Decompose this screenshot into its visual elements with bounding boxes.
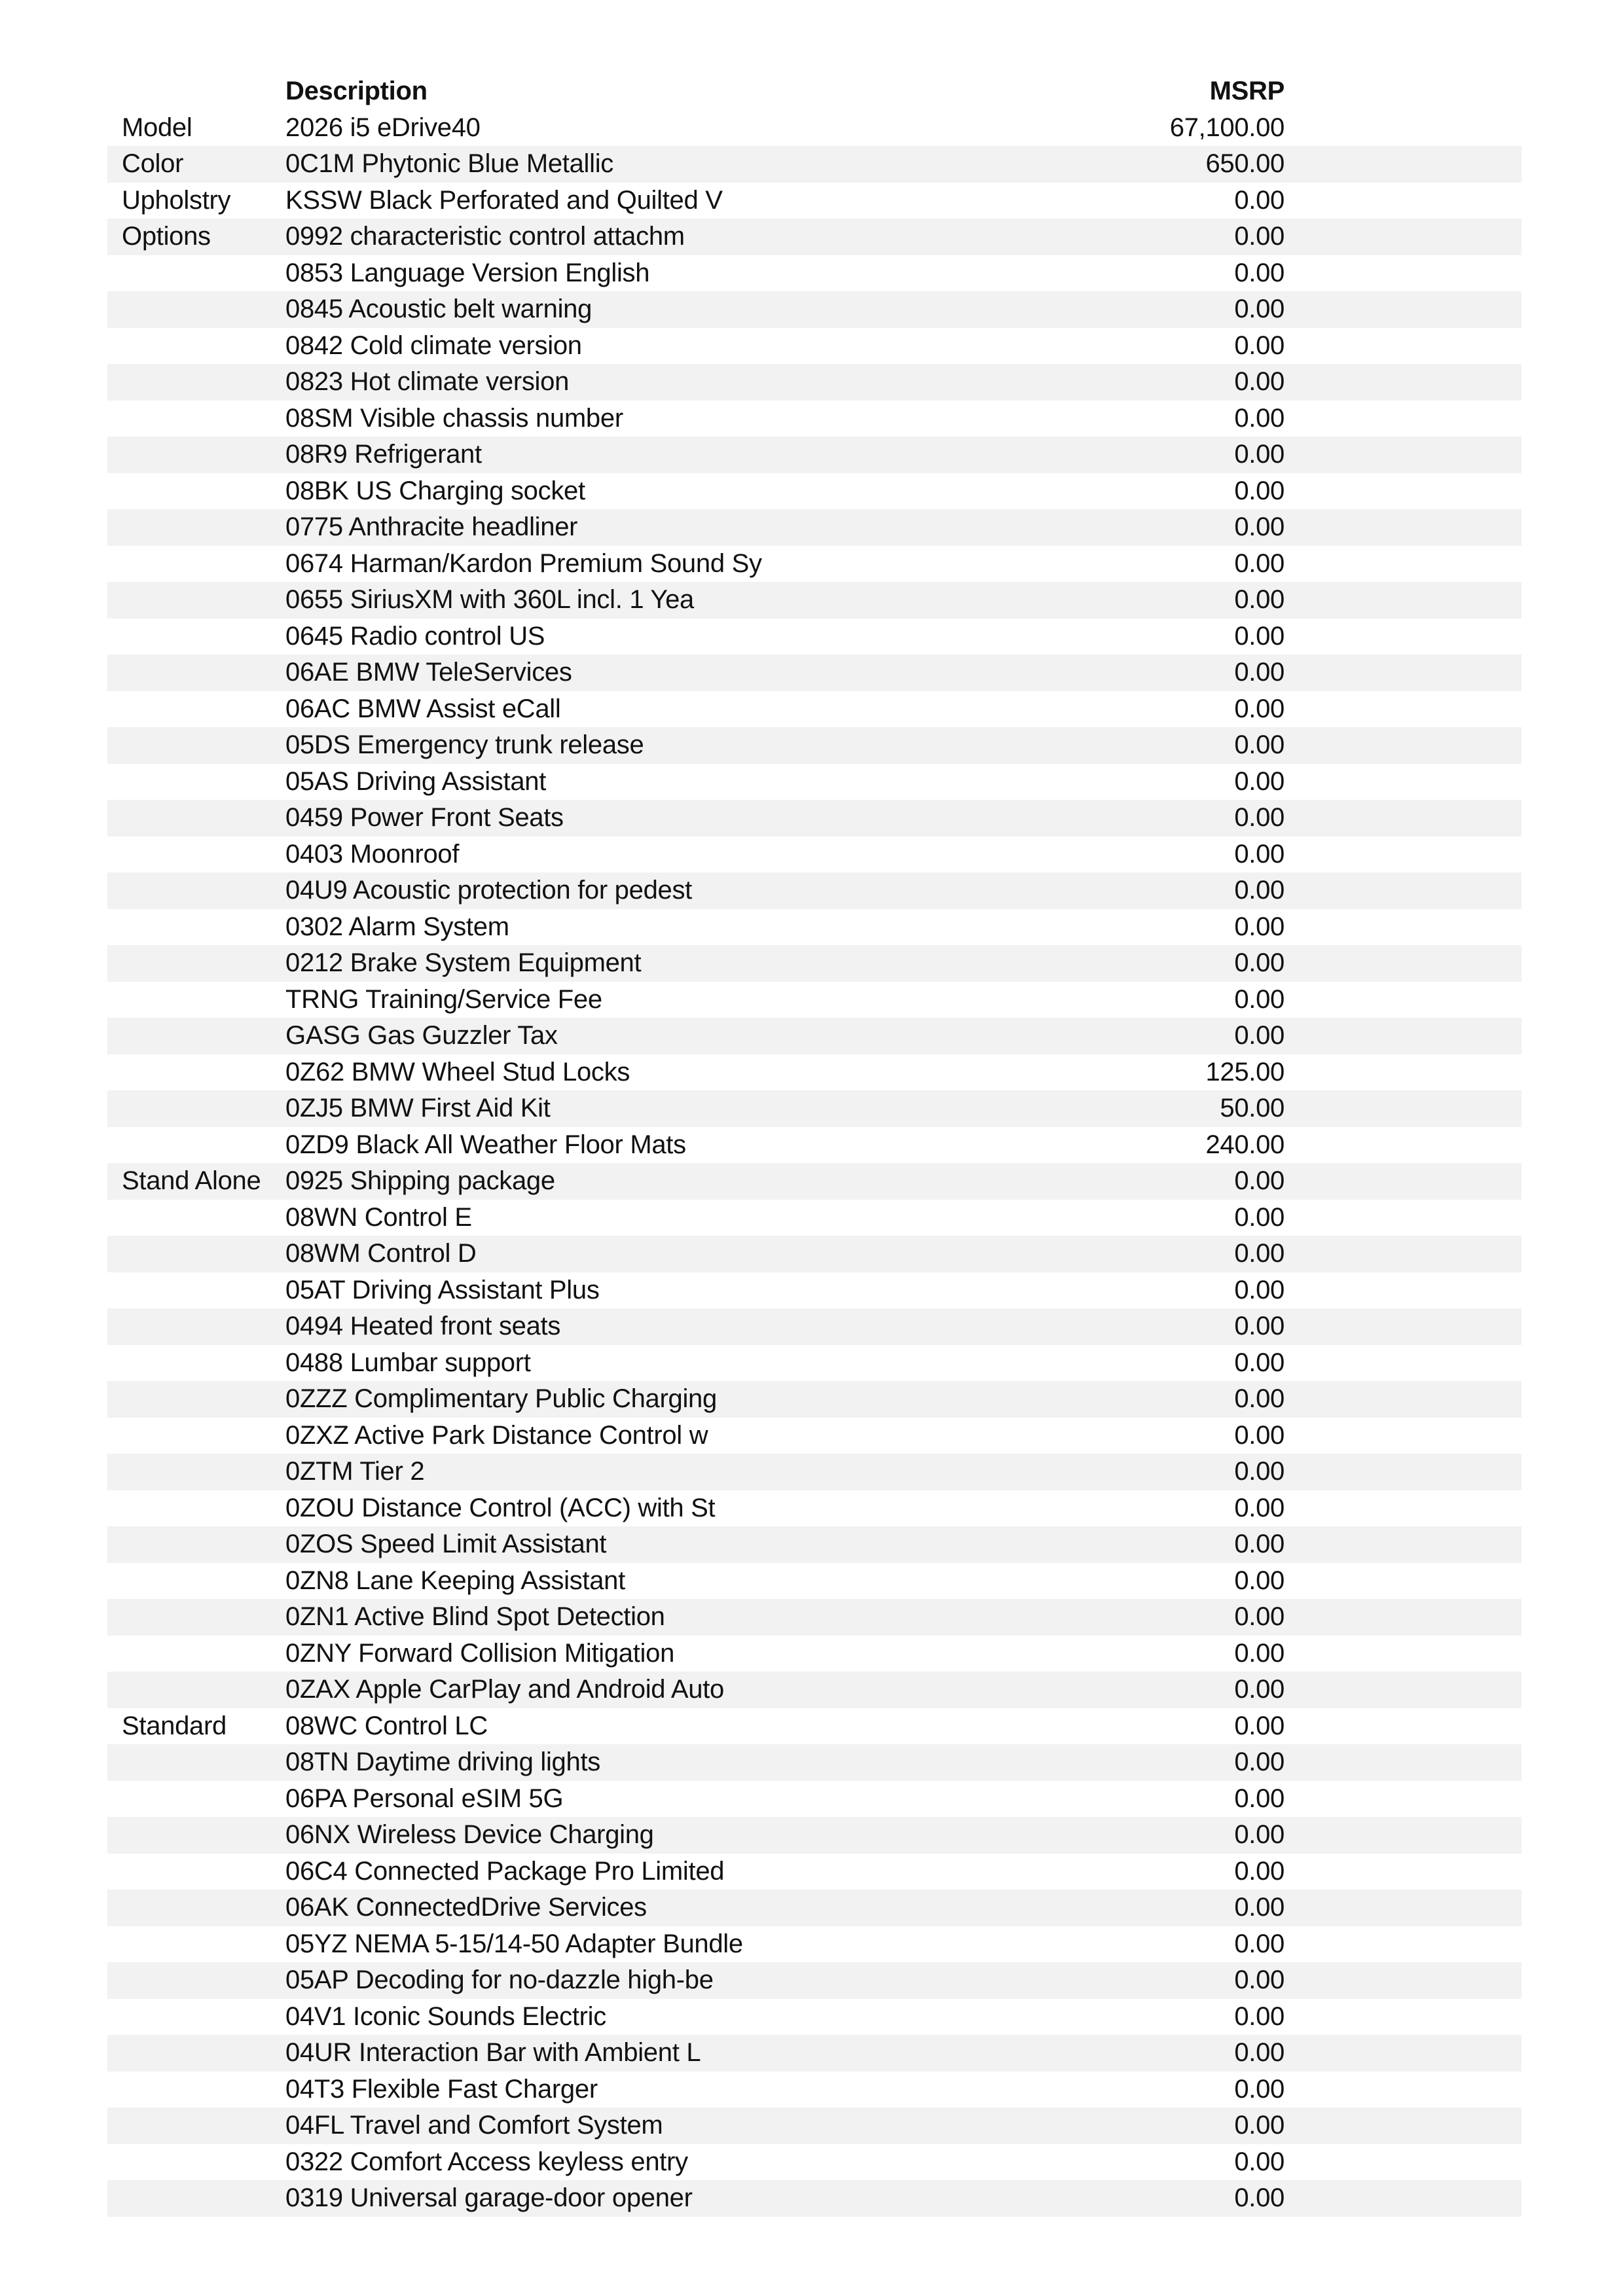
- msrp-cell: 0.00: [1234, 1856, 1285, 1886]
- table-row: [107, 2108, 1522, 2144]
- description-cell: 04T3 Flexible Fast Charger: [285, 2074, 598, 2104]
- msrp-cell: 0.00: [1234, 548, 1285, 578]
- description-cell: 0C1M Phytonic Blue Metallic: [285, 149, 614, 178]
- msrp-cell: 0.00: [1234, 367, 1285, 396]
- table-row: [107, 691, 1522, 728]
- msrp-cell: 0.00: [1234, 876, 1285, 905]
- table-row: [107, 655, 1522, 691]
- category-cell: Stand Alone: [122, 1166, 261, 1195]
- description-cell: 2026 i5 eDrive40: [285, 113, 481, 142]
- description-column-header: Description: [285, 77, 428, 105]
- description-cell: 06AK ConnectedDrive Services: [285, 1893, 647, 1922]
- description-cell: 08R9 Refrigerant: [285, 440, 482, 469]
- table-row: [107, 1418, 1522, 1454]
- table-row: [107, 1454, 1522, 1490]
- msrp-cell: 0.00: [1234, 1239, 1285, 1268]
- table-row: [107, 437, 1522, 473]
- category-cell: Upholstry: [122, 185, 231, 215]
- description-cell: 08WC Control LC: [285, 1711, 488, 1740]
- category-cell: Color: [122, 149, 184, 178]
- msrp-cell: 0.00: [1234, 1384, 1285, 1413]
- description-cell: 08TN Daytime driving lights: [285, 1748, 600, 1776]
- table-header-row: [107, 73, 1522, 110]
- description-cell: 05DS Emergency trunk release: [285, 730, 644, 759]
- msrp-cell: 0.00: [1234, 948, 1285, 977]
- table-row: [107, 1708, 1522, 1745]
- table-row: [107, 2180, 1522, 2217]
- msrp-cell: 0.00: [1234, 331, 1285, 360]
- category-cell: Standard: [122, 1711, 227, 1740]
- table-row: [107, 1817, 1522, 1854]
- description-cell: 0842 Cold climate version: [285, 331, 582, 360]
- description-cell: 04U9 Acoustic protection for pedest: [285, 876, 692, 905]
- table-row: [107, 1599, 1522, 1636]
- table-row: [107, 764, 1522, 800]
- description-cell: 08WN Control E: [285, 1202, 472, 1232]
- msrp-cell: 0.00: [1234, 2147, 1285, 2176]
- table-body: [107, 110, 1522, 2217]
- table-row: [107, 836, 1522, 873]
- table-row: [107, 219, 1522, 255]
- table-row: [107, 945, 1522, 982]
- description-cell: 0ZZZ Complimentary Public Charging: [285, 1384, 717, 1413]
- price-sheet-table: [107, 73, 1522, 2217]
- table-row: [107, 582, 1522, 619]
- description-cell: 0655 SiriusXM with 360L incl. 1 Yea: [285, 585, 694, 614]
- msrp-cell: 0.00: [1234, 295, 1285, 323]
- description-cell: 04UR Interaction Bar with Ambient L: [285, 2038, 701, 2067]
- description-cell: 0459 Power Front Seats: [285, 803, 564, 832]
- msrp-cell: 0.00: [1234, 1493, 1285, 1522]
- msrp-cell: 0.00: [1234, 803, 1285, 832]
- description-cell: 0403 Moonroof: [285, 839, 460, 869]
- description-cell: TRNG Training/Service Fee: [285, 984, 602, 1014]
- msrp-cell: 0.00: [1234, 2183, 1285, 2212]
- description-cell: 0992 characteristic control attachm: [285, 222, 685, 251]
- table-row: [107, 619, 1522, 655]
- description-cell: 0ZD9 Black All Weather Floor Mats: [285, 1130, 686, 1159]
- table-row: [107, 401, 1522, 437]
- msrp-cell: 50.00: [1220, 1094, 1285, 1122]
- description-cell: 0212 Brake System Equipment: [285, 948, 642, 977]
- table-row: [107, 1672, 1522, 1708]
- table-row: [107, 2144, 1522, 2181]
- table-row: [107, 1200, 1522, 1236]
- description-cell: 08SM Visible chassis number: [285, 403, 623, 433]
- table-row: [107, 1636, 1522, 1672]
- msrp-cell: 0.00: [1234, 1675, 1285, 1704]
- msrp-cell: 0.00: [1234, 1638, 1285, 1668]
- table-row: [107, 1962, 1522, 1999]
- description-cell: 04V1 Iconic Sounds Electric: [285, 2001, 606, 2031]
- msrp-cell: 0.00: [1234, 476, 1285, 505]
- msrp-cell: 0.00: [1234, 2001, 1285, 2031]
- msrp-cell: 0.00: [1234, 1893, 1285, 1922]
- msrp-cell: 0.00: [1234, 1929, 1285, 1958]
- description-cell: 0ZXZ Active Park Distance Control w: [285, 1420, 708, 1450]
- table-row: [107, 1127, 1522, 1164]
- table-row: [107, 146, 1522, 183]
- description-cell: GASG Gas Guzzler Tax: [285, 1021, 558, 1050]
- table-row: [107, 1890, 1522, 1926]
- description-cell: 06NX Wireless Device Charging: [285, 1820, 654, 1849]
- table-row: [107, 1018, 1522, 1054]
- description-cell: 0ZNY Forward Collision Mitigation: [285, 1638, 675, 1668]
- description-cell: 0845 Acoustic belt warning: [285, 295, 593, 323]
- description-cell: 0ZTM Tier 2: [285, 1457, 425, 1486]
- description-cell: 0302 Alarm System: [285, 912, 509, 941]
- table-row: [107, 1490, 1522, 1527]
- msrp-cell: 0.00: [1234, 1748, 1285, 1776]
- description-cell: 0Z62 BMW Wheel Stud Locks: [285, 1057, 630, 1086]
- msrp-cell: 650.00: [1205, 149, 1285, 178]
- description-cell: 0ZAX Apple CarPlay and Android Auto: [285, 1675, 724, 1704]
- category-cell: Options: [122, 222, 211, 251]
- msrp-cell: 0.00: [1234, 403, 1285, 433]
- description-cell: 06C4 Connected Package Pro Limited: [285, 1856, 725, 1886]
- description-cell: 05AT Driving Assistant Plus: [285, 1275, 600, 1304]
- table-row: [107, 1236, 1522, 1272]
- msrp-cell: 0.00: [1234, 1965, 1285, 1994]
- msrp-cell: 0.00: [1234, 2111, 1285, 2140]
- description-cell: 06PA Personal eSIM 5G: [285, 1784, 564, 1813]
- description-cell: 0645 Radio control US: [285, 621, 545, 651]
- msrp-cell: 0.00: [1234, 1312, 1285, 1340]
- msrp-cell: 0.00: [1234, 1530, 1285, 1558]
- table-row: [107, 1381, 1522, 1418]
- msrp-cell: 0.00: [1234, 1348, 1285, 1377]
- description-cell: 05YZ NEMA 5-15/14-50 Adapter Bundle: [285, 1929, 743, 1958]
- category-cell: Model: [122, 113, 192, 142]
- table-row: [107, 1926, 1522, 1963]
- msrp-cell: 0.00: [1234, 1457, 1285, 1486]
- msrp-cell: 0.00: [1234, 440, 1285, 469]
- msrp-cell: 0.00: [1234, 1275, 1285, 1304]
- msrp-cell: 0.00: [1234, 621, 1285, 651]
- msrp-cell: 0.00: [1234, 766, 1285, 796]
- msrp-cell: 0.00: [1234, 984, 1285, 1014]
- description-cell: 0925 Shipping package: [285, 1166, 555, 1195]
- table-row: [107, 509, 1522, 546]
- table-row: [107, 1854, 1522, 1890]
- msrp-cell: 0.00: [1234, 730, 1285, 759]
- table-row: [107, 364, 1522, 401]
- description-cell: 0ZOS Speed Limit Assistant: [285, 1530, 607, 1558]
- table-row: [107, 872, 1522, 909]
- msrp-cell: 0.00: [1234, 1784, 1285, 1813]
- table-row: [107, 183, 1522, 219]
- description-cell: 0674 Harman/Kardon Premium Sound Sy: [285, 548, 762, 578]
- table-row: [107, 1054, 1522, 1091]
- description-cell: 0853 Language Version English: [285, 258, 650, 287]
- table-row: [107, 1999, 1522, 2036]
- table-row: [107, 1272, 1522, 1309]
- description-cell: 0ZN8 Lane Keeping Assistant: [285, 1566, 625, 1595]
- msrp-cell: 0.00: [1234, 1566, 1285, 1595]
- msrp-cell: 0.00: [1234, 585, 1285, 614]
- msrp-cell: 0.00: [1234, 1711, 1285, 1740]
- description-cell: 0322 Comfort Access keyless entry: [285, 2147, 688, 2176]
- table-row: [107, 1563, 1522, 1600]
- description-cell: KSSW Black Perforated and Quilted V: [285, 185, 723, 215]
- description-cell: 0494 Heated front seats: [285, 1312, 561, 1340]
- description-cell: 0319 Universal garage-door opener: [285, 2183, 693, 2212]
- table-row: [107, 473, 1522, 510]
- description-cell: 08WM Control D: [285, 1239, 477, 1268]
- msrp-cell: 0.00: [1234, 839, 1285, 869]
- description-cell: 0775 Anthracite headliner: [285, 512, 578, 541]
- table-row: [107, 255, 1522, 292]
- table-row: [107, 909, 1522, 946]
- table-row: [107, 727, 1522, 764]
- description-cell: 04FL Travel and Comfort System: [285, 2111, 663, 2140]
- description-cell: 0ZJ5 BMW First Aid Kit: [285, 1094, 551, 1122]
- table-row: [107, 800, 1522, 836]
- table-row: [107, 1345, 1522, 1382]
- description-cell: 0823 Hot climate version: [285, 367, 570, 396]
- msrp-cell: 0.00: [1234, 1420, 1285, 1450]
- msrp-cell: 0.00: [1234, 222, 1285, 251]
- table-row: [107, 2035, 1522, 2072]
- description-cell: 08BK US Charging socket: [285, 476, 585, 505]
- table-row: [107, 1744, 1522, 1781]
- description-cell: 0ZOU Distance Control (ACC) with St: [285, 1493, 716, 1522]
- msrp-cell: 0.00: [1234, 1202, 1285, 1232]
- msrp-cell: 240.00: [1205, 1130, 1285, 1159]
- msrp-cell: 0.00: [1234, 1820, 1285, 1849]
- table-row: [107, 110, 1522, 147]
- table-row: [107, 546, 1522, 583]
- table-row: [107, 1781, 1522, 1818]
- msrp-cell: 0.00: [1234, 258, 1285, 287]
- msrp-cell: 67,100.00: [1169, 113, 1285, 142]
- table-row: [107, 1163, 1522, 1200]
- msrp-cell: 0.00: [1234, 2038, 1285, 2067]
- table-row: [107, 1090, 1522, 1127]
- msrp-cell: 0.00: [1234, 2074, 1285, 2104]
- table-row: [107, 328, 1522, 365]
- msrp-cell: 0.00: [1234, 658, 1285, 687]
- msrp-cell: 0.00: [1234, 1021, 1285, 1050]
- msrp-cell: 0.00: [1234, 1602, 1285, 1631]
- msrp-cell: 0.00: [1234, 512, 1285, 541]
- table-row: [107, 1308, 1522, 1345]
- description-cell: 06AE BMW TeleServices: [285, 658, 572, 687]
- description-cell: 0488 Lumbar support: [285, 1348, 531, 1377]
- description-cell: 05AS Driving Assistant: [285, 766, 547, 796]
- description-cell: 06AC BMW Assist eCall: [285, 694, 561, 723]
- msrp-cell: 0.00: [1234, 694, 1285, 723]
- msrp-cell: 0.00: [1234, 1166, 1285, 1195]
- table-row: [107, 1526, 1522, 1563]
- msrp-column-header: MSRP: [1209, 77, 1285, 105]
- description-cell: 0ZN1 Active Blind Spot Detection: [285, 1602, 665, 1631]
- table-row: [107, 982, 1522, 1018]
- msrp-cell: 0.00: [1234, 912, 1285, 941]
- description-cell: 05AP Decoding for no-dazzle high-be: [285, 1965, 714, 1994]
- table-row: [107, 291, 1522, 328]
- msrp-cell: 125.00: [1205, 1057, 1285, 1086]
- table-row: [107, 2072, 1522, 2108]
- msrp-cell: 0.00: [1234, 185, 1285, 215]
